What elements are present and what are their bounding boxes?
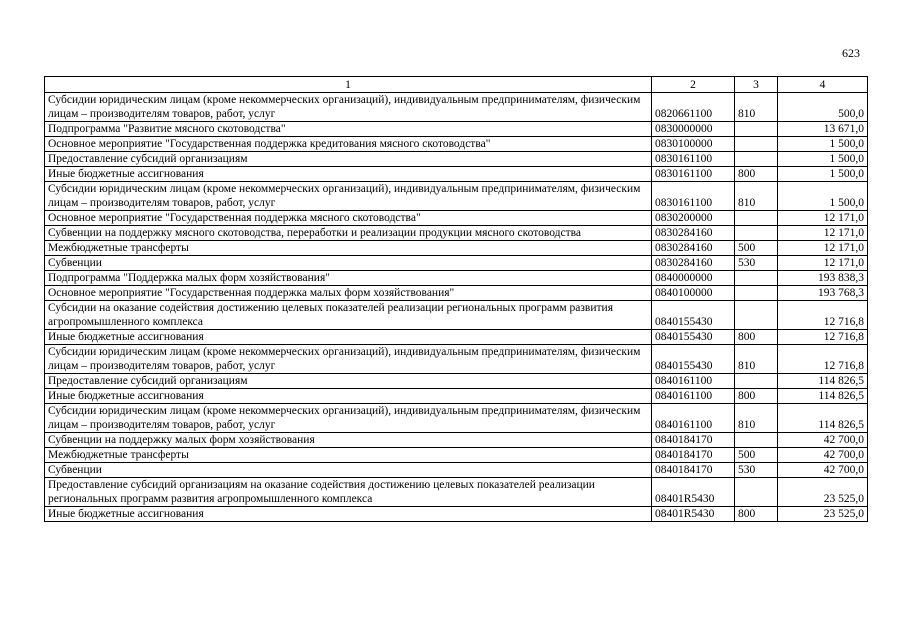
row-amount: 114 826,5 xyxy=(778,374,868,389)
header-code: 2 xyxy=(652,77,735,93)
row-code: 0840184170 xyxy=(652,448,735,463)
row-code: 0840161100 xyxy=(652,404,735,433)
table-row xyxy=(45,211,868,226)
table-row xyxy=(45,433,868,448)
table-row xyxy=(45,448,868,463)
row-name: Субвенции на поддержку малых форм хозяйствования xyxy=(45,433,652,448)
row-name: Субвенции xyxy=(45,463,652,478)
row-type: 500 xyxy=(735,241,778,256)
header-type: 3 xyxy=(735,77,778,93)
row-amount: 1 500,0 xyxy=(778,152,868,167)
row-code: 0830200000 xyxy=(652,211,735,226)
row-type xyxy=(735,122,778,137)
row-amount: 12 716,8 xyxy=(778,345,868,374)
table-row xyxy=(45,241,868,256)
row-name: Предоставление субсидий организациям xyxy=(45,374,652,389)
row-type xyxy=(735,374,778,389)
table-row xyxy=(45,93,868,122)
table-row xyxy=(45,389,868,404)
row-name: Иные бюджетные ассигнования xyxy=(45,507,652,522)
row-name: Субвенции xyxy=(45,256,652,271)
row-name: Субсидии юридическим лицам (кроме некоммерческих организаций), индивидуальным предпринимателям, физическим лицам – производителям товаров, работ, услуг xyxy=(45,404,652,433)
row-amount: 13 671,0 xyxy=(778,122,868,137)
row-amount: 42 700,0 xyxy=(778,448,868,463)
row-name: Иные бюджетные ассигнования xyxy=(45,330,652,345)
row-amount: 12 171,0 xyxy=(778,211,868,226)
table-row xyxy=(45,404,868,433)
table-row xyxy=(45,374,868,389)
row-amount: 1 500,0 xyxy=(778,137,868,152)
row-code: 0840155430 xyxy=(652,330,735,345)
row-amount: 500,0 xyxy=(778,93,868,122)
row-name: Субсидии юридическим лицам (кроме некоммерческих организаций), индивидуальным предпринимателям, физическим лицам – производителям товаров, работ, услуг xyxy=(45,345,652,374)
row-type xyxy=(735,301,778,330)
row-code: 0820661100 xyxy=(652,93,735,122)
row-type: 800 xyxy=(735,389,778,404)
row-type xyxy=(735,478,778,507)
row-code: 0840100000 xyxy=(652,286,735,301)
row-type: 800 xyxy=(735,507,778,522)
row-name: Предоставление субсидий организациям xyxy=(45,152,652,167)
row-amount: 1 500,0 xyxy=(778,182,868,211)
row-type xyxy=(735,433,778,448)
header-amount: 4 xyxy=(778,77,868,93)
row-code: 0840161100 xyxy=(652,389,735,404)
row-amount: 193 768,3 xyxy=(778,286,868,301)
table-row xyxy=(45,152,868,167)
row-code: 0840000000 xyxy=(652,271,735,286)
row-name: Иные бюджетные ассигнования xyxy=(45,167,652,182)
row-name: Субсидии на оказание содействия достижению целевых показателей реализации региональных программ развития агропромышленного комплекса xyxy=(45,301,652,330)
row-amount: 1 500,0 xyxy=(778,167,868,182)
table-row xyxy=(45,463,868,478)
row-type: 530 xyxy=(735,463,778,478)
table-row xyxy=(45,122,868,137)
row-type xyxy=(735,152,778,167)
row-code: 0830284160 xyxy=(652,256,735,271)
row-type: 800 xyxy=(735,330,778,345)
row-type: 500 xyxy=(735,448,778,463)
row-type: 810 xyxy=(735,345,778,374)
table-row xyxy=(45,137,868,152)
table-body xyxy=(45,93,868,522)
row-type: 810 xyxy=(735,404,778,433)
row-amount: 23 525,0 xyxy=(778,507,868,522)
row-type: 810 xyxy=(735,182,778,211)
row-name: Субсидии юридическим лицам (кроме некоммерческих организаций), индивидуальным предпринимателям, физическим лицам – производителям товаров, работ, услуг xyxy=(45,182,652,211)
table-row xyxy=(45,345,868,374)
row-code: 0830284160 xyxy=(652,226,735,241)
row-amount: 12 171,0 xyxy=(778,256,868,271)
row-amount: 114 826,5 xyxy=(778,404,868,433)
row-name: Подпрограмма "Поддержка малых форм хозяйствования" xyxy=(45,271,652,286)
row-code: 0830161100 xyxy=(652,152,735,167)
row-name: Подпрограмма "Развитие мясного скотоводства" xyxy=(45,122,652,137)
table-row xyxy=(45,182,868,211)
budget-table xyxy=(44,76,868,522)
table-row xyxy=(45,271,868,286)
row-amount: 12 716,8 xyxy=(778,330,868,345)
row-type xyxy=(735,226,778,241)
row-amount: 114 826,5 xyxy=(778,389,868,404)
row-type: 810 xyxy=(735,93,778,122)
row-code: 0830284160 xyxy=(652,241,735,256)
row-code: 0840184170 xyxy=(652,433,735,448)
row-code: 0840184170 xyxy=(652,463,735,478)
row-amount: 23 525,0 xyxy=(778,478,868,507)
row-code: 08401R5430 xyxy=(652,478,735,507)
row-name: Межбюджетные трансферты xyxy=(45,241,652,256)
row-type: 800 xyxy=(735,167,778,182)
row-code: 08401R5430 xyxy=(652,507,735,522)
row-type xyxy=(735,211,778,226)
table-row xyxy=(45,301,868,330)
row-amount: 193 838,3 xyxy=(778,271,868,286)
row-name: Субвенции на поддержку мясного скотоводства, переработки и реализации продукции мясного скотоводства xyxy=(45,226,652,241)
table-row xyxy=(45,167,868,182)
table-row xyxy=(45,256,868,271)
row-type xyxy=(735,271,778,286)
row-code: 0840161100 xyxy=(652,374,735,389)
row-name: Основное мероприятие "Государственная поддержка кредитования мясного скотоводства" xyxy=(45,137,652,152)
row-code: 0830100000 xyxy=(652,137,735,152)
row-code: 0830000000 xyxy=(652,122,735,137)
table-row xyxy=(45,226,868,241)
row-name: Межбюджетные трансферты xyxy=(45,448,652,463)
row-type xyxy=(735,286,778,301)
row-code: 0840155430 xyxy=(652,345,735,374)
row-code: 0840155430 xyxy=(652,301,735,330)
row-code: 0830161100 xyxy=(652,182,735,211)
row-name: Основное мероприятие "Государственная поддержка малых форм хозяйствования" xyxy=(45,286,652,301)
table-header-row xyxy=(45,77,868,93)
table-row xyxy=(45,478,868,507)
table-row xyxy=(45,330,868,345)
row-amount: 12 171,0 xyxy=(778,241,868,256)
table-row xyxy=(45,507,868,522)
row-name: Предоставление субсидий организациям на оказание содействия достижению целевых показателей реализации региональных программ развития агропромышленного комплекса xyxy=(45,478,652,507)
table-row xyxy=(45,286,868,301)
page-number: 623 xyxy=(842,46,860,60)
row-type: 530 xyxy=(735,256,778,271)
row-code: 0830161100 xyxy=(652,167,735,182)
row-type xyxy=(735,137,778,152)
row-amount: 12 171,0 xyxy=(778,226,868,241)
row-name: Иные бюджетные ассигнования xyxy=(45,389,652,404)
row-amount: 12 716,8 xyxy=(778,301,868,330)
row-amount: 42 700,0 xyxy=(778,463,868,478)
row-name: Субсидии юридическим лицам (кроме некоммерческих организаций), индивидуальным предпринимателям, физическим лицам – производителям товаров, работ, услуг xyxy=(45,93,652,122)
row-amount: 42 700,0 xyxy=(778,433,868,448)
header-name: 1 xyxy=(45,77,652,93)
row-name: Основное мероприятие "Государственная поддержка мясного скотоводства" xyxy=(45,211,652,226)
